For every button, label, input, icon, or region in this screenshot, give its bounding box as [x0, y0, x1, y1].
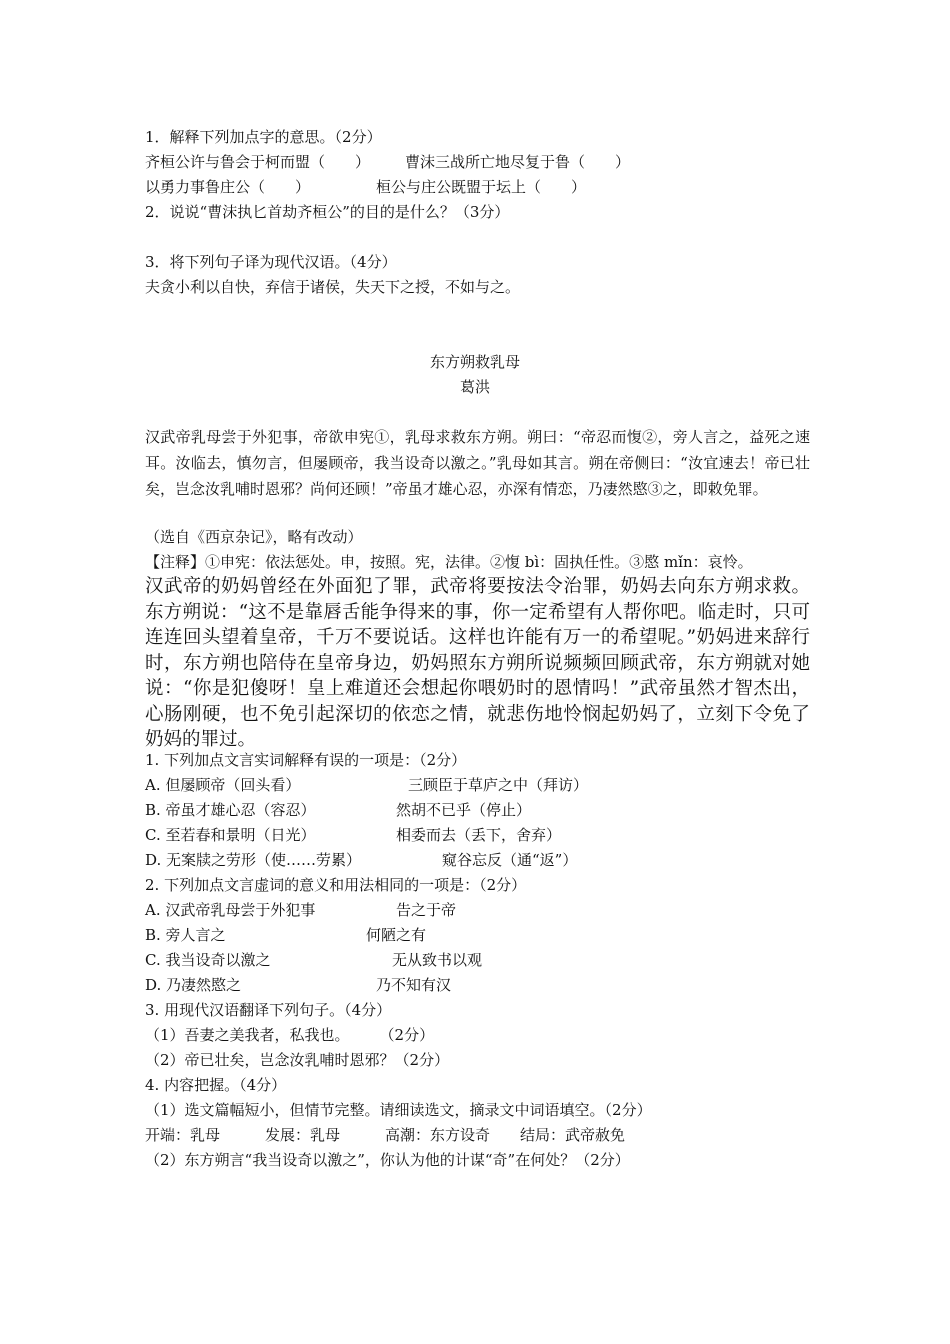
p2-q2-a2: 告之于帝: [396, 901, 457, 919]
p2-q2-b: B. 旁人言之: [145, 926, 226, 944]
q1-item-2: 曹沫三战所亡地尽复于鲁（ ）: [405, 153, 631, 171]
p2-q2: 2. 下列加点文言虚词的意义和用法相同的一项是：（2分）: [145, 876, 527, 894]
p2-q2-c: C. 我当设奇以激之: [145, 951, 271, 969]
p2-q4-2: （2）东方朔言“我当设奇以激之”，你认为他的计谋“奇”在何处？（2分）: [145, 1151, 630, 1169]
p2-q1-d2: 窥谷忘反（通“返”）: [442, 851, 578, 869]
p2-q2-b2: 何陋之有: [366, 926, 427, 944]
q1-instruction: 1．解释下列加点字的意思。（2分）: [145, 128, 382, 146]
passage-source: （选自《西京杂记》，略有改动）: [145, 528, 363, 546]
p2-q1-b: B. 帝虽才雄心忍（容忍）: [145, 801, 316, 819]
p2-q1: 1. 下列加点文言实词解释有误的一项是：（2分）: [145, 751, 467, 769]
p2-q1-d: D. 无案牍之劳形（使……劳累）: [145, 851, 362, 869]
p2-q1-c: C. 至若春和景明（日光）: [145, 826, 316, 844]
passage-notes: 【注释】①申宪：依法惩处。申，按照。宪，法律。②愎 bì：固执任性。③愍 mǐn：哀怜。: [145, 553, 753, 571]
p2-q1-c2: 相委而去（丢下，舍弃）: [396, 826, 562, 844]
q2-instruction: 2．说说“曹沫执匕首劫齐桓公”的目的是什么？（3分）: [145, 203, 510, 221]
p2-q2-a: A. 汉武帝乳母尝于外犯事: [145, 901, 316, 919]
p2-q2-c2: 无从致书以观: [392, 951, 483, 969]
q1-item-3: 以勇力事鲁庄公（ ）: [145, 178, 311, 196]
q1-item-4: 桓公与庄公既盟于坛上（ ）: [376, 178, 587, 196]
passage-title: 东方朔救乳母: [429, 353, 520, 371]
p2-q3-2: （2）帝已壮矣，岂念汝乳哺时恩邪？（2分）: [145, 1051, 450, 1069]
p2-q4: 4. 内容把握。（4分）: [145, 1076, 287, 1094]
p2-q4-1: （1）选文篇幅短小，但情节完整。请细读选文，摘录文中词语填空。（2分）: [145, 1101, 652, 1119]
p2-q3-1: （1）吾妻之美我者，私我也。 （2分）: [145, 1026, 435, 1044]
p2-q2-d: D. 乃凄然愍之: [145, 976, 242, 994]
passage-translation: 汉武帝的奶妈曾经在外面犯了罪，武帝将要按法令治罪，奶妈去向东方朔求救。东方朔说：“这不是靠唇舌能争得来的事，你一定希望有人帮你吧。临走时，只可连连回头望着皇帝，千万不要说话。这样也许能有万一的希望呢。”奶妈进来辞行时，东方朔也陪侍在皇帝身边，奶妈照东方朔所说频频回顾武帝，东方朔就对她说：“你是犯傻呀！皇上难道还会想起你喂奶时的恩情吗！”武帝虽然才智杰出，心肠刚硬，也不免引起深切的依恋之情，就悲伤地怜悯起奶妈了，立刻下令免了奶妈的罪过。: [145, 576, 810, 750]
p2-q3: 3. 用现代汉语翻译下列句子。（4分）: [145, 1001, 392, 1019]
passage-author: 葛洪: [459, 378, 490, 396]
q3-sentence: 夫贪小利以自快，弃信于诸侯，失天下之授，不如与之。: [145, 278, 521, 296]
p2-q4-plot: 开端：乳母 发展：乳母 高潮：东方设奇 结局：武帝赦免: [145, 1126, 626, 1144]
p2-q1-a2: 三顾臣于草庐之中（拜访）: [408, 776, 589, 794]
p2-q2-d2: 乃不知有汉: [376, 976, 452, 994]
q3-instruction: 3．将下列句子译为现代汉语。（4分）: [145, 253, 397, 271]
p2-q1-b2: 然胡不已乎（停止）: [396, 801, 532, 819]
q1-item-1: 齐桓公许与鲁会于柯而盟（ ）: [145, 153, 371, 171]
passage-text: 汉武帝乳母尝于外犯事，帝欲申宪①，乳母求救东方朔。朔曰：“帝忍而愎②，旁人言之，益死之速耳。汝临去，慎勿言，但屡顾帝，我当设奇以激之。”乳母如其言。朔在帝侧曰：“汝宜速去！帝已壮矣，岂念汝乳哺时恩邪？尚何还顾！”帝虽才雄心忍，亦深有情恋，乃凄然愍③之，即敕免罪。: [145, 428, 810, 498]
p2-q1-a: A. 但屡顾帝（回头看）: [145, 776, 301, 794]
